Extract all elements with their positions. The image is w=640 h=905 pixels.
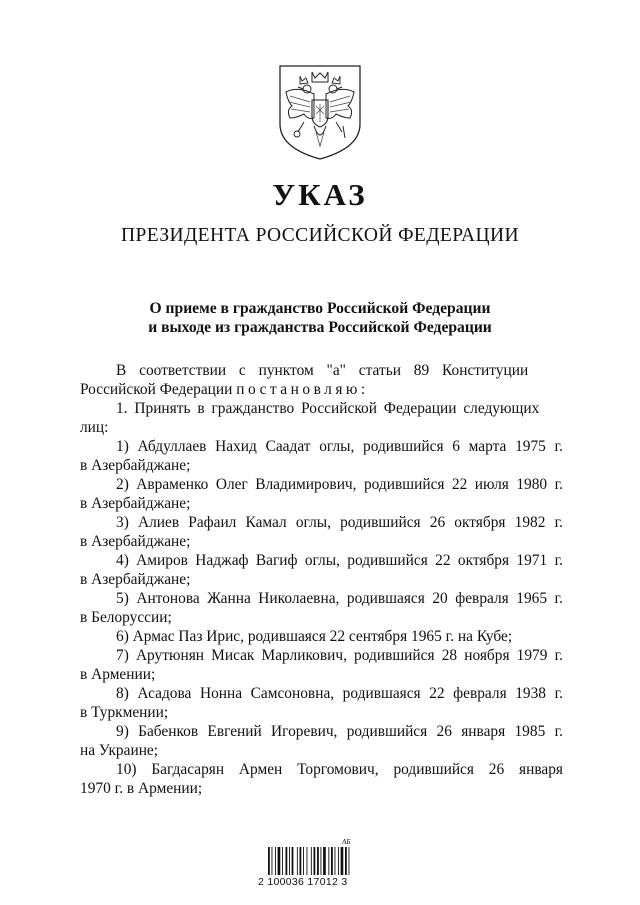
citizen-item-line-1: 4) Амиров Наджаф Вагиф оглы, родившийся 22 октября 1971 г.	[116, 552, 563, 569]
barcode-bar	[317, 847, 319, 875]
barcode-bar	[338, 847, 339, 875]
citizens-list	[80, 437, 563, 798]
barcode-number: 2 100036 17012 3	[258, 876, 348, 888]
citizen-item-line-2: в Туркмении;	[80, 704, 169, 721]
clause-1-line-2: лиц:	[80, 419, 109, 436]
barcode-bar	[345, 847, 347, 875]
barcode-graphic	[262, 835, 360, 881]
barcode-bar	[323, 847, 326, 875]
citizen-item-line-1: 3) Алиев Рафаил Камал оглы, родившийся 26 октября 1982 г.	[116, 514, 563, 531]
preamble-line-2	[80, 380, 563, 399]
barcode-bar	[275, 847, 276, 875]
barcode-bar	[292, 847, 294, 875]
citizen-item-line-1: 5) Антонова Жанна Николаевна, родившаяся 20 февраля 1965 г.	[116, 590, 563, 607]
citizen-item-line-1: 6) Армас Паз Ирис, родившаяся 22 сентября 1965 г. на Кубе;	[116, 628, 513, 645]
barcode-bar	[297, 847, 298, 875]
decree-heading	[0, 299, 640, 337]
barcode-bar	[349, 847, 350, 875]
barcode-bar	[278, 847, 281, 875]
preamble-line-1: В соответствии с пунктом "а" статьи 89 Конституции	[116, 362, 529, 379]
citizen-item-line-2: на Украине;	[80, 742, 159, 759]
barcode-bar	[311, 847, 312, 875]
citizen-item-line-2: в Азербайджане;	[80, 457, 191, 474]
citizen-item-line-2: в Азербайджане;	[80, 571, 191, 588]
citizen-item-line-1: 1) Абдуллаев Нахид Саадат оглы, родившийся 6 марта 1975 г.	[116, 438, 563, 455]
citizen-item-line-1: 10) Багдасарян Армен Торгомович, родившийся 26 января	[116, 761, 563, 778]
citizen-item-line-1: 8) Асадова Нонна Самсоновна, родившаяся 22 февраля 1938 г.	[116, 685, 563, 702]
barcode-bar	[314, 847, 316, 875]
barcode-bar	[335, 847, 336, 875]
barcode-bar	[272, 847, 273, 875]
decree-body	[80, 361, 563, 798]
barcode-bar	[300, 847, 302, 875]
citizen-item-line-1: 9) Бабенков Евгений Игоревич, родившийся 26 января 1985 г.	[116, 723, 563, 740]
heading-line-2: и выходе из гражданства Российской Федерации	[148, 319, 492, 336]
citizen-item-line-2: 1970 г. в Армении;	[80, 780, 203, 797]
citizen-item-line-2: в Белоруссии;	[80, 609, 172, 626]
citizen-item-line-2: в Азербайджане;	[80, 495, 191, 512]
barcode-bar	[307, 847, 308, 875]
barcode-bar	[282, 847, 283, 875]
barcode-bar	[289, 847, 290, 875]
barcode-bar	[331, 847, 333, 875]
preamble-decree-word: постановляю:	[236, 381, 369, 398]
barcode-bar	[328, 847, 329, 875]
barcode-bar	[341, 847, 344, 875]
barcode-bar	[268, 847, 270, 875]
barcode-bar	[321, 847, 322, 875]
decree-subtitle: ПРЕЗИДЕНТА РОССИЙСКОЙ ФЕДЕРАЦИИ	[121, 225, 519, 246]
preamble-line-2-start: Российской Федерации	[80, 381, 233, 398]
barcode-bar	[303, 847, 304, 875]
citizen-item-line-2: в Армении;	[80, 666, 156, 683]
decree-title: УКАЗ	[272, 177, 368, 212]
clause-1-line-1: 1. Принять в гражданство Российской Федерации следующих	[116, 400, 540, 417]
barcode-mark: АБ	[342, 838, 351, 846]
barcode-bar	[286, 847, 288, 875]
citizen-item-line-2: в Азербайджане;	[80, 533, 191, 550]
heading-line-1: О приеме в гражданство Российской Федерации	[149, 300, 491, 317]
citizen-item-line-1: 2) Авраменко Олег Владимирович, родившийся 22 июля 1980 г.	[116, 476, 563, 493]
citizen-item-line-1: 7) Арутюнян Мисак Марликович, родившийся 28 ноября 1979 г.	[116, 647, 563, 664]
coat-of-arms-emblem	[274, 62, 366, 162]
